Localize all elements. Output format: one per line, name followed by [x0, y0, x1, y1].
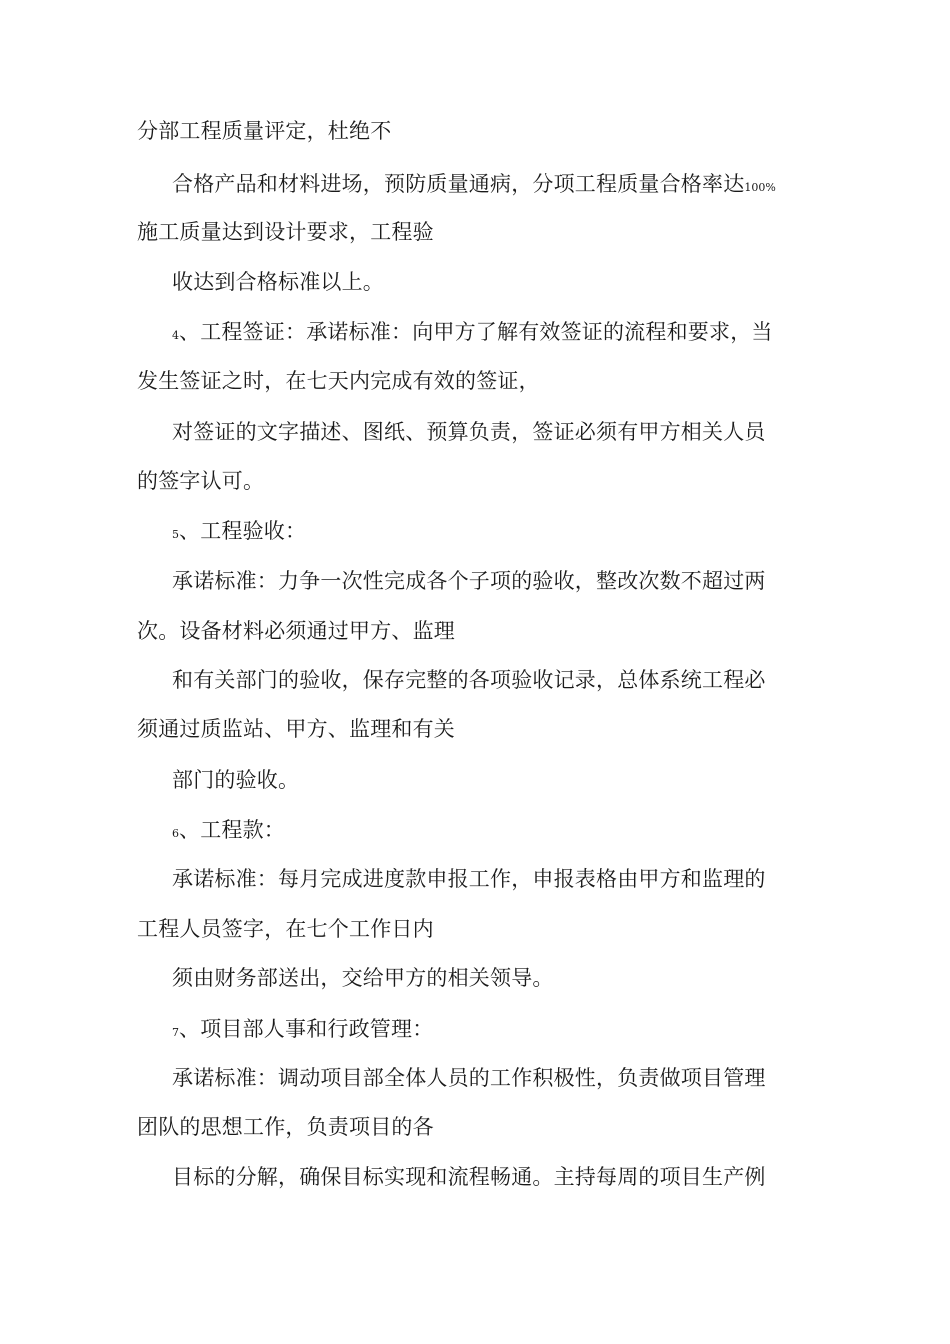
text-line — [172, 964, 554, 992]
text-line — [172, 517, 306, 549]
line-text: 、项目部人事和行政管理： — [179, 1017, 434, 1041]
text-line — [172, 418, 766, 446]
text-line — [137, 367, 540, 395]
text-line — [172, 318, 773, 350]
line-text: 工程人员签字，在七个工作日内 — [137, 917, 434, 941]
text-line — [172, 865, 766, 893]
text-line — [137, 467, 264, 495]
line-text: 施工质量达到设计要求，工程验 — [137, 220, 434, 244]
line-text: 承诺标准：力争一次性完成各个子项的验收，整改次数不超过两 — [172, 569, 766, 593]
line-text: 对签证的文字描述、图纸、预算负责，签证必须有甲方相关人员 — [172, 420, 766, 444]
text-line — [137, 715, 455, 743]
line-text: 发生签证之时，在七天内完成有效的签证， — [137, 369, 540, 393]
line-text: 承诺标准：每月完成进度款申报工作，申报表格由甲方和监理的 — [172, 867, 766, 891]
line-text: 部门的验收。 — [172, 768, 300, 792]
section-number: 4 — [172, 329, 179, 342]
text-line — [172, 1064, 766, 1092]
line-text: 合格产品和材料进场，预防质量通病，分项工程质量合格率达 — [172, 172, 745, 196]
text-line — [137, 1113, 434, 1141]
text-line — [172, 816, 285, 848]
line-text: 须由财务部送出，交给甲方的相关领导。 — [172, 966, 554, 990]
line-text: 、工程签证：承诺标准：向甲方了解有效签证的流程和要求，当 — [179, 320, 773, 344]
text-line — [172, 766, 299, 794]
text-line — [172, 567, 766, 595]
text-line — [172, 268, 384, 296]
section-number: 7 — [172, 1026, 179, 1039]
line-text: 、工程验收： — [179, 519, 307, 543]
text-line — [172, 170, 776, 202]
line-text: 分部工程质量评定，杜绝不 — [137, 119, 392, 143]
line-text: 目标的分解，确保目标实现和流程畅通。主持每周的项目生产例 — [172, 1165, 766, 1189]
text-line — [172, 666, 766, 694]
section-number: 6 — [172, 827, 179, 840]
line-text: 、工程款： — [179, 818, 285, 842]
line-text: 次。设备材料必须通过甲方、监理 — [137, 619, 455, 643]
line-text: 须通过质监站、甲方、监理和有关 — [137, 717, 455, 741]
text-line — [137, 617, 455, 645]
line-text: 和有关部门的验收，保存完整的各项验收记录，总体系统工程必 — [172, 668, 766, 692]
percentage-text: 100% — [744, 181, 776, 194]
section-number: 5 — [172, 528, 179, 541]
text-line — [137, 218, 434, 246]
line-text: 的签字认可。 — [137, 469, 265, 493]
line-text: 收达到合格标准以上。 — [172, 270, 384, 294]
line-text: 团队的思想工作，负责项目的各 — [137, 1115, 434, 1139]
text-line — [172, 1015, 433, 1047]
text-line — [137, 915, 434, 943]
line-text: 承诺标准：调动项目部全体人员的工作积极性，负责做项目管理 — [172, 1066, 766, 1090]
text-line — [172, 1163, 766, 1191]
text-line — [137, 117, 391, 145]
